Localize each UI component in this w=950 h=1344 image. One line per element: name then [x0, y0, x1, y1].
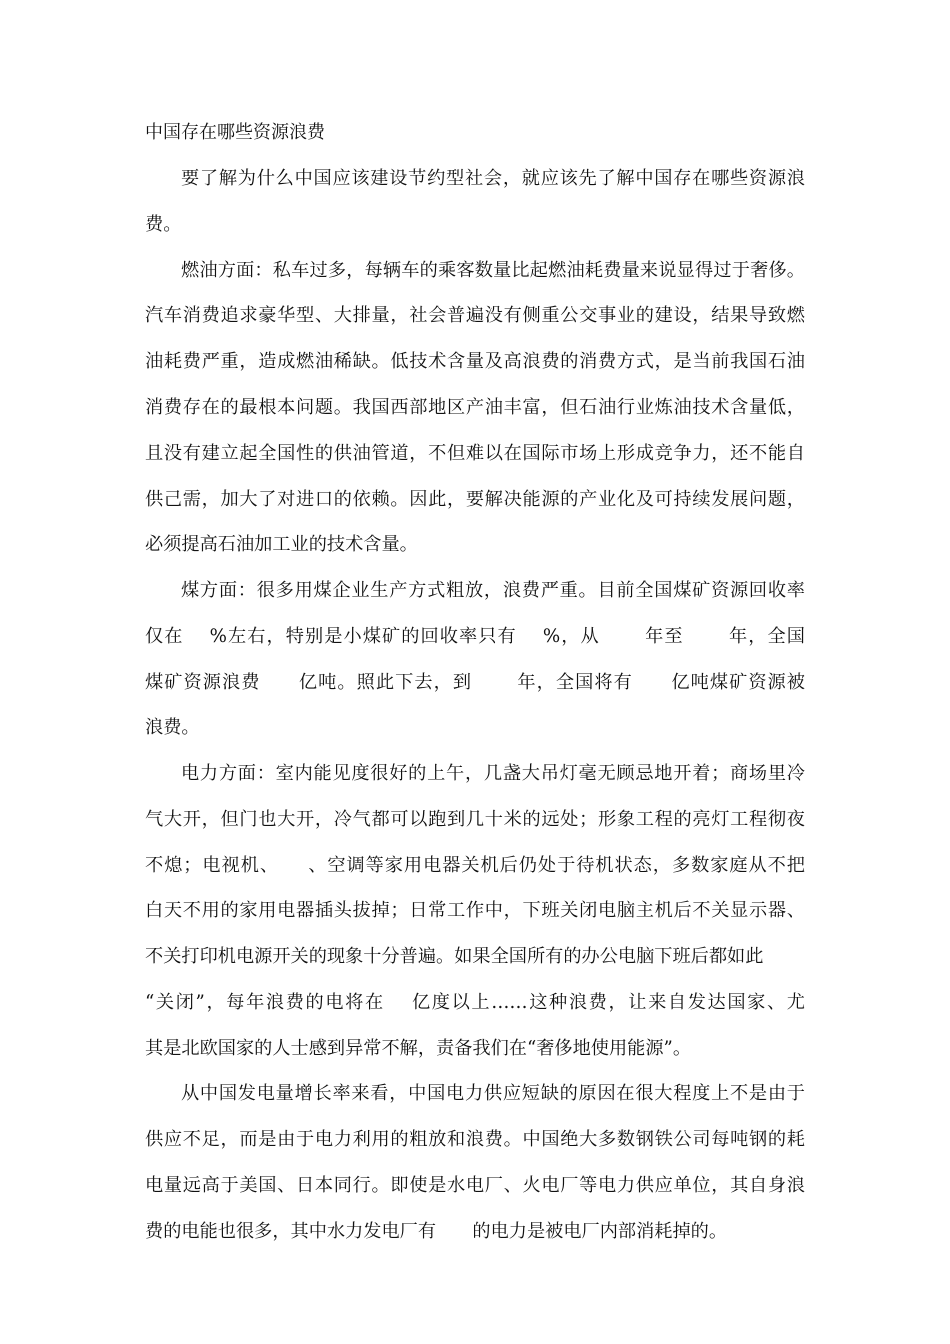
paragraph-line: 从中国发电量增长率来看，中国电力供应短缺的原因在很大程度上不是由于: [181, 1083, 805, 1104]
paragraph-line: 必须提高石油加工业的技术含量。: [145, 534, 418, 555]
paragraph-line: 气大开，但门也大开，冷气都可以跑到几十米的远处；形象工程的亮灯工程彻夜: [145, 809, 805, 830]
document-title: 中国存在哪些资源浪费: [145, 122, 325, 143]
paragraph-line: 煤矿资源浪费 亿吨。照此下去，到 年，全国将有 亿吨煤矿资源被: [145, 672, 805, 693]
paragraph-line: 费的电能也很多，其中水力发电厂有 的电力是被电厂内部消耗掉的。: [145, 1221, 728, 1242]
paragraph-line: 电力方面：室内能见度很好的上午，几盏大吊灯毫无顾忌地开着；商场里冷: [181, 763, 805, 784]
paragraph-line: 不熄；电视机、 、空调等家用电器关机后仍处于待机状态，多数家庭从不把: [145, 855, 805, 876]
paragraph-line: 供己需，加大了对进口的依赖。因此，要解决能源的产业化及可持续发展问题，: [145, 489, 805, 510]
paragraph-line: 电量远高于美国、日本同行。即使是水电厂、火电厂等电力供应单位，其自身浪: [145, 1175, 805, 1196]
paragraph-line: 不关打印机电源开关的现象十分普遍。如果全国所有的办公电脑下班后都如此: [145, 946, 764, 967]
paragraph-line: 消费存在的最根本问题。我国西部地区产油丰富，但石油行业炼油技术含量低，: [145, 397, 805, 418]
paragraph-line: 煤方面：很多用煤企业生产方式粗放，浪费严重。目前全国煤矿资源回收率: [181, 580, 805, 601]
paragraph-line: 其是北欧国家的人士感到异常不解，责备我们在“奢侈地使用能源”。: [145, 1038, 692, 1059]
paragraph-line: 燃油方面：私车过多，每辆车的乘客数量比起燃油耗费量来说显得过于奢侈。: [181, 260, 805, 281]
paragraph-line: 仅在 %左右，特别是小煤矿的回收率只有 %，从 年至 年，全国: [145, 626, 805, 647]
paragraph-line: 油耗费严重，造成燃油稀缺。低技术含量及高浪费的消费方式，是当前我国石油: [145, 351, 805, 372]
paragraph-line: 且没有建立起全国性的供油管道，不但难以在国际市场上形成竞争力，还不能自: [145, 443, 805, 464]
paragraph-line: 要了解为什么中国应该建设节约型社会，就应该先了解中国存在哪些资源浪: [181, 168, 805, 189]
paragraph-line: 白天不用的家用电器插头拔掉；日常工作中，下班关闭电脑主机后不关显示器、: [145, 900, 805, 921]
paragraph-line: 汽车消费追求豪华型、大排量，社会普遍没有侧重公交事业的建设，结果导致燃: [145, 305, 805, 326]
paragraph-line: “关闭”，每年浪费的电将在 亿度以上……这种浪费，让来自发达国家、尤: [145, 992, 805, 1013]
paragraph-line: 费。: [145, 214, 182, 235]
paragraph-line: 浪费。: [145, 717, 200, 738]
paragraph-line: 供应不足，而是由于电力利用的粗放和浪费。中国绝大多数钢铁公司每吨钢的耗: [145, 1129, 805, 1150]
